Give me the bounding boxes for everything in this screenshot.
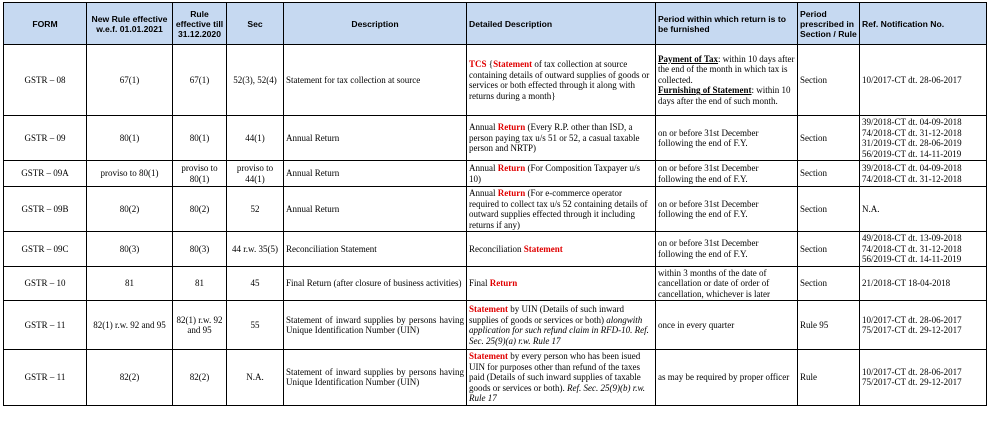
ref-notification-item: 39/2018-CT dt. 04-09-2018 [862, 163, 962, 173]
period-return-cell: on or before 31st December following the end of F.Y. [656, 116, 798, 161]
form-cell: GSTR – 09C [4, 232, 87, 267]
form-cell: GSTR – 09B [4, 187, 87, 232]
description-cell: Final Return (after closure of business activities) [284, 266, 467, 301]
detailed-text: Annual [469, 122, 498, 133]
ref-notification-item: 56/2019-CT dt. 14-11-2019 [862, 254, 962, 264]
detailed-text: by every person who has been isued UIN for purposes other than refund of the taxes paid (Details of such inward supplies of taxable goods or services or both). [469, 351, 641, 393]
header-description: Description [284, 3, 467, 45]
detailed-text: (Every R.P. other than ISD, a person paying tax u/s 51 or 52, a casual taxable person and NRTP) [469, 122, 640, 154]
detailed-description-cell [467, 301, 656, 350]
period-return-cell: once in every quarter [656, 301, 798, 350]
ref-notification-cell [860, 161, 987, 187]
detailed-highlight: Statement [523, 243, 563, 254]
header-sec: Sec [227, 3, 284, 45]
detailed-reference: alongwith application for such refund claim in RFD-10. Ref. Sec. 25(9)(a) r.w. Rule 17 [469, 314, 649, 346]
period-prescribed-cell: Section [798, 45, 860, 116]
header-new-rule: New Rule effective w.e.f. 01.01.2021 [87, 3, 173, 45]
ref-notification-cell [860, 187, 987, 232]
ref-notification-item: 10/2017-CT dt. 28-06-2017 [862, 366, 962, 377]
ref-notification-item: 31/2019-CT dt. 28-06-2019 [862, 138, 962, 148]
header-ref-notification: Ref. Notification No. [860, 3, 987, 45]
ref-notification-cell [860, 266, 987, 301]
detailed-reference: Ref. Sec. 25(9)(b) r.w. Rule 17 [469, 382, 646, 403]
description-cell: Statement for tax collection at source [284, 45, 467, 116]
ref-notification-item: N.A. [862, 203, 880, 214]
ref-notification-item: 10/2017-CT dt. 28-06-2017 [862, 74, 962, 85]
rule-till-cell: 80(1) [173, 116, 227, 161]
form-cell: GSTR – 11 [4, 350, 87, 406]
sec-cell: proviso to 44(1) [227, 161, 284, 187]
detailed-description-cell [467, 161, 656, 187]
header-row [4, 3, 987, 45]
detailed-text: Reconciliation [469, 243, 524, 254]
description-cell: Annual Return [284, 161, 467, 187]
period-prescribed-cell: Section [798, 232, 860, 267]
ref-notification-cell [860, 232, 987, 267]
form-cell: GSTR – 09A [4, 161, 87, 187]
table-row [4, 45, 987, 116]
new-rule-cell: 80(1) [87, 116, 173, 161]
new-rule-cell: 81 [87, 266, 173, 301]
detailed-highlight: Statement [493, 59, 533, 69]
table-row [4, 301, 987, 350]
ref-notification-item: 10/2017-CT dt. 28-06-2017 [862, 314, 962, 325]
period-text: : within 10 days after the end of such month. [658, 85, 791, 106]
table-row [4, 116, 987, 161]
detailed-text: Annual [469, 163, 498, 173]
ref-notification-cell [860, 45, 987, 116]
header-rule-till: Rule effective till 31.12.2020 [173, 3, 227, 45]
period-return-cell [656, 45, 798, 116]
ref-notification-item: 49/2018-CT dt. 13-09-2018 [862, 233, 962, 243]
new-rule-cell: 67(1) [87, 45, 173, 116]
sec-cell: N.A. [227, 350, 284, 406]
sec-cell: 44 r.w. 35(5) [227, 232, 284, 267]
new-rule-cell: 80(2) [87, 187, 173, 232]
table-row [4, 161, 987, 187]
table-row [4, 187, 987, 232]
table-row [4, 232, 987, 267]
detailed-text: of tax collection at source containing details of outward supplies of goods or services or both effected through it along with returns during a month} [469, 59, 650, 101]
detailed-description-cell [467, 350, 656, 406]
rule-till-cell: 67(1) [173, 45, 227, 116]
period-prescribed-cell: Section [798, 187, 860, 232]
detailed-highlight: Return [497, 188, 526, 198]
new-rule-cell: proviso to 80(1) [87, 161, 173, 187]
ref-notification-item: 39/2018-CT dt. 04-09-2018 [862, 117, 962, 127]
ref-notification-item: 75/2017-CT dt. 29-12-2017 [862, 377, 962, 388]
form-cell: GSTR – 08 [4, 45, 87, 116]
period-return-cell: as may be required by proper officer [656, 350, 798, 406]
new-rule-cell: 82(2) [87, 350, 173, 406]
detailed-description-cell [467, 266, 656, 301]
sec-cell: 52 [227, 187, 284, 232]
form-cell: GSTR – 09 [4, 116, 87, 161]
period-return-cell: on or before 31st December following the end of F.Y. [656, 187, 798, 232]
period-prescribed-cell: Section [798, 116, 860, 161]
period-return-cell: on or before 31st December following the end of F.Y. [656, 161, 798, 187]
table-row [4, 350, 987, 406]
detailed-text: by UIN (Details of such inward supplies of goods or services or both) [469, 304, 624, 325]
detailed-highlight: Return [497, 122, 526, 133]
period-label: Furnishing of Statement [658, 85, 752, 96]
header-period-prescribed: Period prescribed in Section / Rule [798, 3, 860, 45]
rule-till-cell: 82(2) [173, 350, 227, 406]
period-prescribed-cell: Section [798, 161, 860, 187]
rule-till-cell: 82(1) r.w. 92 and 95 [173, 301, 227, 350]
header-form: FORM [4, 3, 87, 45]
header-period-return: Period within which return is to be furnished [656, 3, 798, 45]
sec-cell: 45 [227, 266, 284, 301]
header-detailed-description: Detailed Description [467, 3, 656, 45]
detailed-highlight: Return [489, 278, 518, 288]
description-cell: Annual Return [284, 187, 467, 232]
period-prescribed-cell: Section [798, 266, 860, 301]
rule-till-cell: 80(2) [173, 187, 227, 232]
detailed-text: Final [469, 278, 490, 288]
period-text: : within 10 days after the end of the month in which tax is collected. [658, 53, 795, 85]
description-cell: Statement of inward supplies by persons having Unique Identification Number (UIN) [284, 301, 467, 350]
detailed-highlight: Statement [469, 351, 508, 361]
ref-notification-item: 21/2018-CT 18-04-2018 [862, 278, 951, 288]
period-prescribed-cell: Rule [798, 350, 860, 406]
detailed-text: (For Composition Taxpayer u/s 10) [469, 163, 640, 184]
detailed-text: { [486, 59, 494, 69]
description-cell: Statement of inward supplies by persons having Unique Identification Number (UIN) [284, 350, 467, 406]
sec-cell: 55 [227, 301, 284, 350]
period-label: Payment of Tax [658, 53, 719, 64]
ref-notification-cell [860, 116, 987, 161]
description-cell: Reconciliation Statement [284, 232, 467, 267]
sec-cell: 44(1) [227, 116, 284, 161]
ref-notification-item: 74/2018-CT dt. 31-12-2018 [862, 243, 962, 254]
ref-notification-cell [860, 301, 987, 350]
ref-notification-item: 75/2017-CT dt. 29-12-2017 [862, 325, 962, 335]
rule-till-cell: 81 [173, 266, 227, 301]
detailed-tag: TCS [469, 59, 487, 69]
form-cell: GSTR – 11 [4, 301, 87, 350]
new-rule-cell: 82(1) r.w. 92 and 95 [87, 301, 173, 350]
ref-notification-item: 56/2019-CT dt. 14-11-2019 [862, 148, 962, 159]
gst-returns-table [3, 2, 987, 406]
ref-notification-item: 74/2018-CT dt. 31-12-2018 [862, 127, 962, 138]
rule-till-cell: 80(3) [173, 232, 227, 267]
period-return-cell: within 3 months of the date of cancellation or date of order of cancellation, whichever is later [656, 266, 798, 301]
ref-notification-cell [860, 350, 987, 406]
table-body [4, 45, 987, 406]
sec-cell: 52(3), 52(4) [227, 45, 284, 116]
detailed-description-cell [467, 45, 656, 116]
ref-notification-item: 74/2018-CT dt. 31-12-2018 [862, 173, 962, 184]
period-return-cell: on or before 31st December following the end of F.Y. [656, 232, 798, 267]
detailed-highlight: Statement [469, 304, 508, 314]
new-rule-cell: 80(3) [87, 232, 173, 267]
detailed-text: Annual [469, 188, 498, 198]
detailed-description-cell [467, 232, 656, 267]
form-cell: GSTR – 10 [4, 266, 87, 301]
rule-till-cell: proviso to 80(1) [173, 161, 227, 187]
period-prescribed-cell: Rule 95 [798, 301, 860, 350]
table-row [4, 266, 987, 301]
detailed-highlight: Return [497, 163, 526, 173]
description-cell: Annual Return [284, 116, 467, 161]
detailed-description-cell [467, 187, 656, 232]
detailed-text: (For e-commerce operator required to collect tax u/s 52 containing details of outward supplies effected through it including returns if any) [469, 188, 648, 230]
detailed-description-cell [467, 116, 656, 161]
